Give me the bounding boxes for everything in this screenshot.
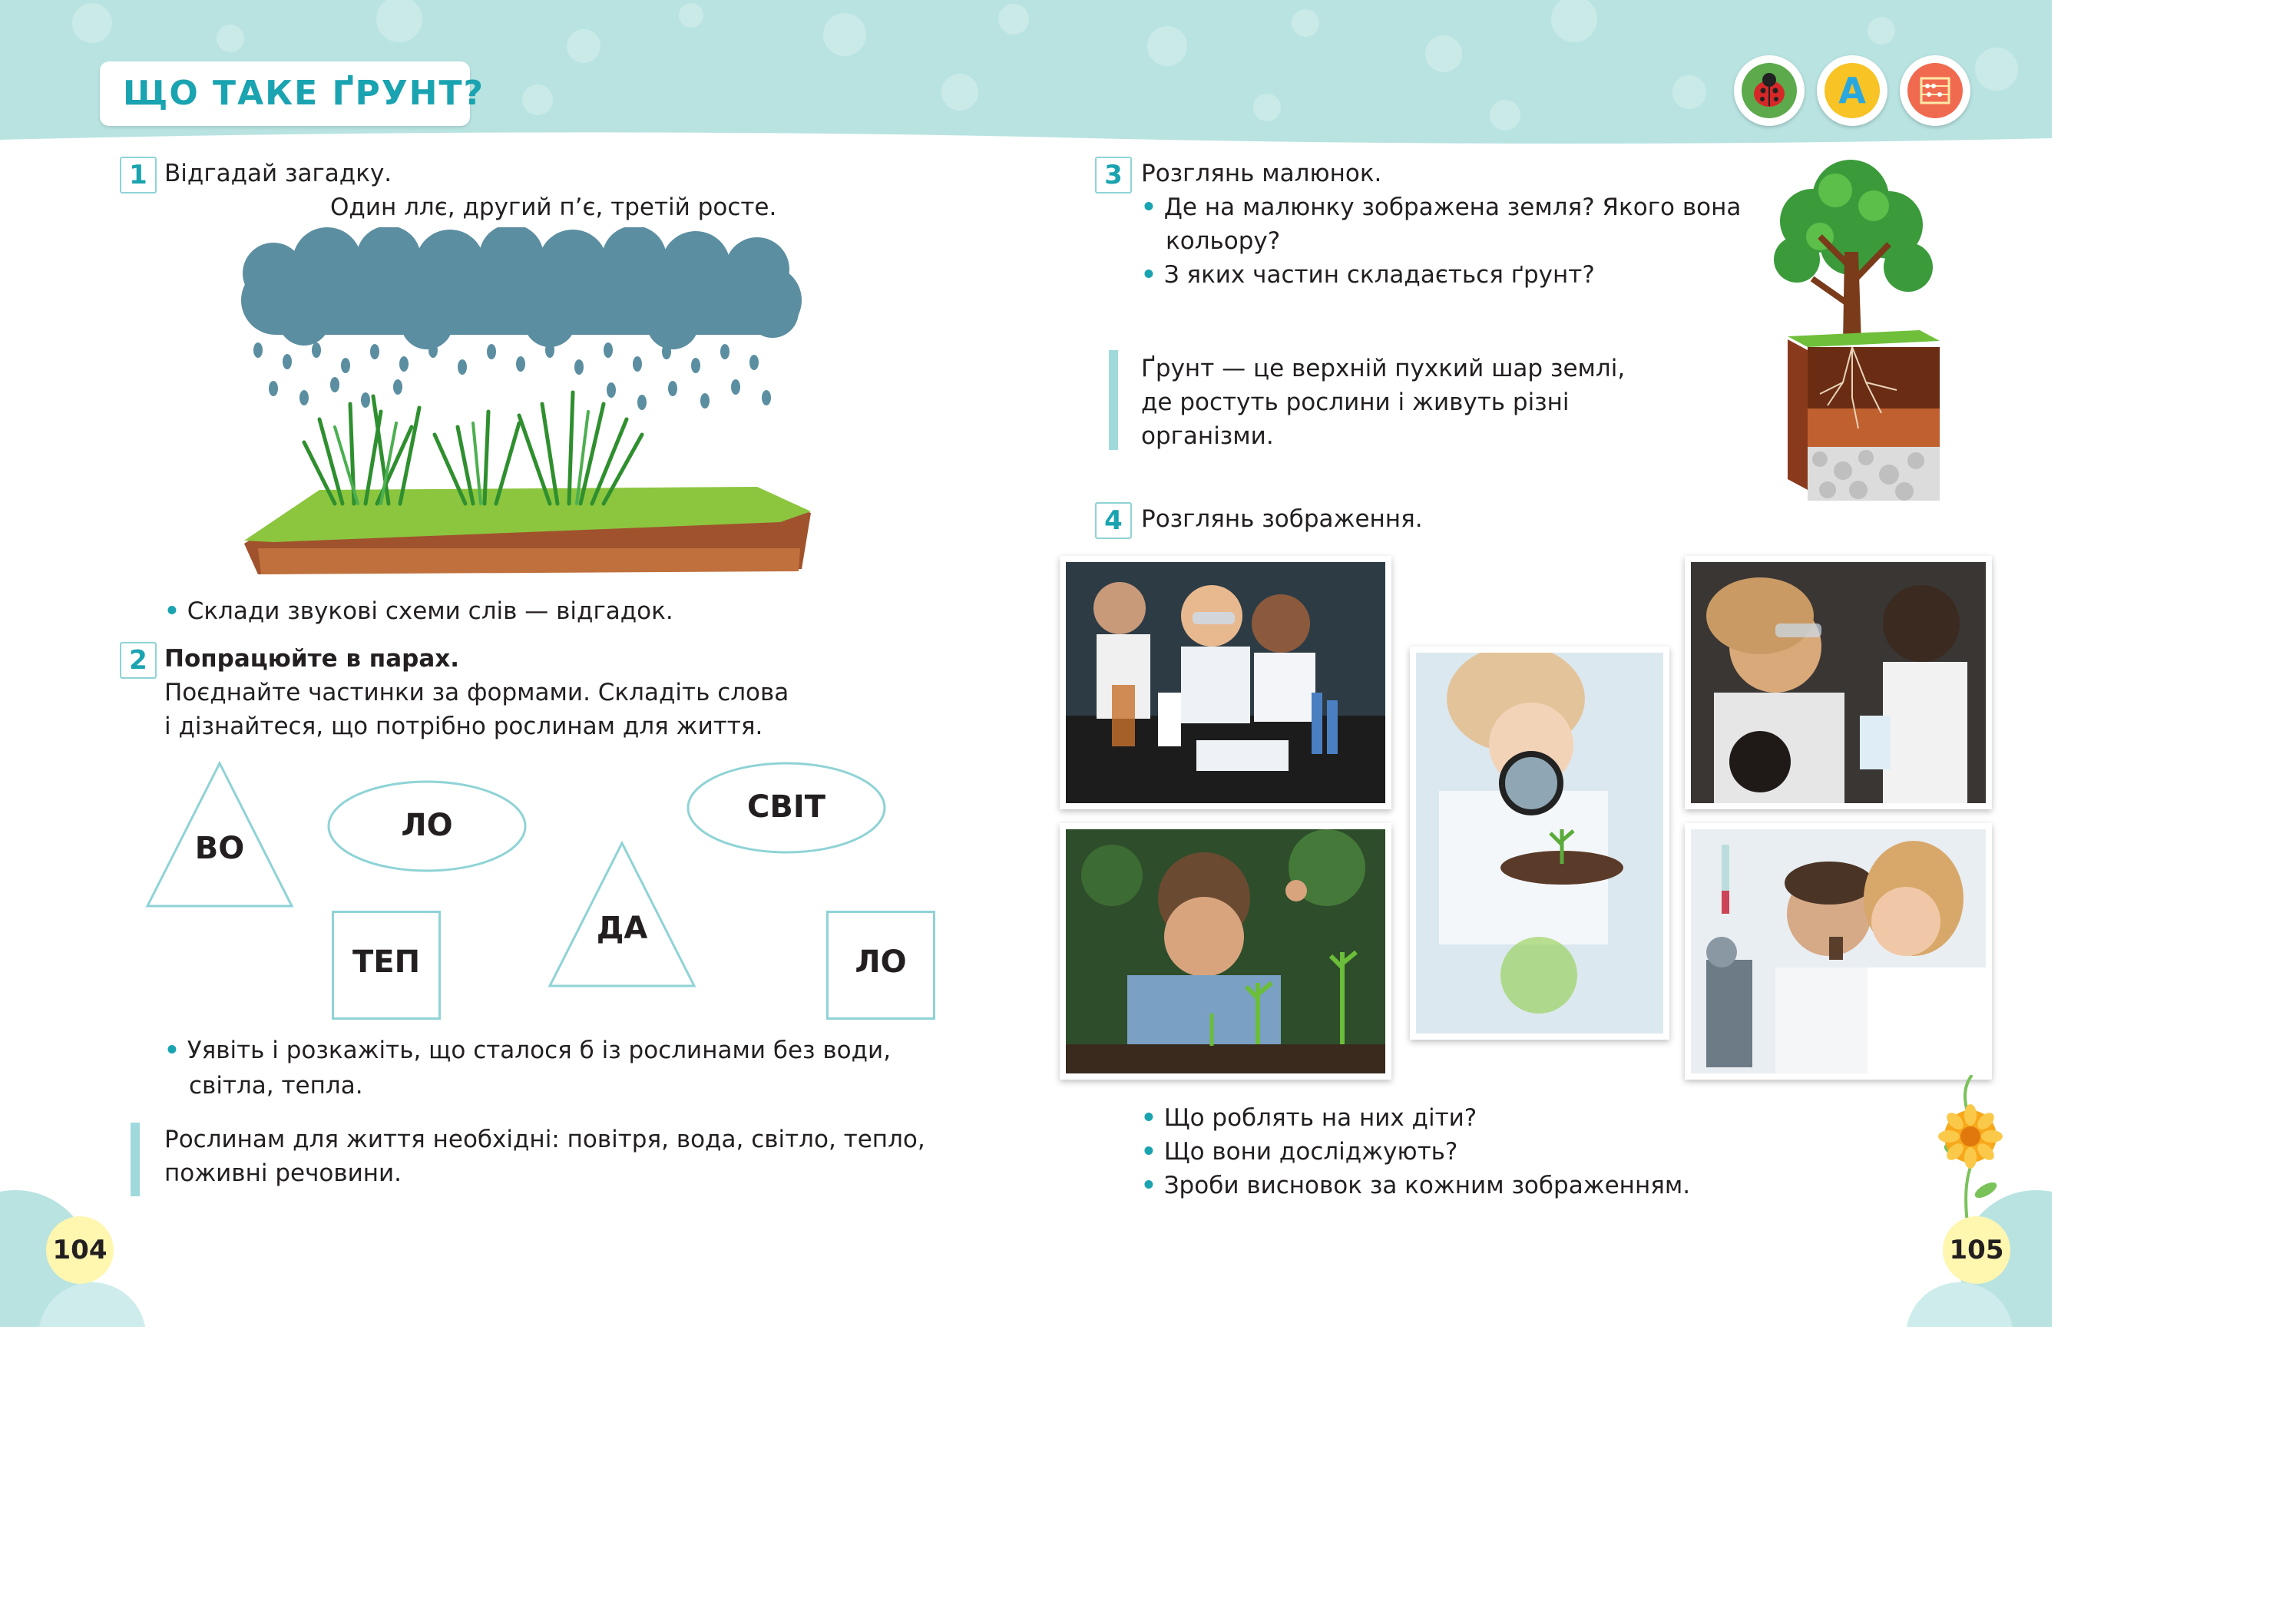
task4-q1-text: Що роблять на них діти? <box>1163 1104 1477 1132</box>
page-title: ЩО ТАКЕ ҐРУНТ? <box>123 74 485 113</box>
photo-boy-seedling <box>1060 823 1391 1080</box>
bullet-icon: • <box>1141 1138 1156 1166</box>
task3-q1 <box>1141 190 1741 224</box>
task2-bullet <box>164 1034 891 1067</box>
definition-line2: де ростуть рослини і живуть різні <box>1141 389 1570 416</box>
shape-label-lo: ЛО <box>401 808 453 843</box>
task3-q2 <box>1141 258 1595 292</box>
rule-line1: Рослинам для життя необхідні: повітря, вода, світло, тепло, <box>164 1126 925 1153</box>
task2-line2: і дізнайтеся, що потрібно рослинам для життя. <box>164 713 763 740</box>
task2-heading: Попрацюйте в парах. <box>164 645 460 673</box>
tree-soil-illustration <box>1766 152 1944 519</box>
bullet-icon: • <box>1141 261 1156 289</box>
task-number-2: 2 <box>120 642 157 679</box>
bullet-icon: • <box>1141 1104 1156 1132</box>
task-number-3: 3 <box>1095 157 1132 193</box>
task3-heading: Розглянь малюнок. <box>1141 160 1382 187</box>
page-number-105: 105 <box>1943 1216 2010 1284</box>
task4-q3-text: Зроби висновок за кожним зображенням. <box>1163 1172 1691 1199</box>
title-box <box>100 61 485 126</box>
photo-scientists <box>1685 823 1992 1080</box>
task-number-1: 1 <box>120 157 157 193</box>
task3-q2-text: З яких частин складається ґрунт? <box>1163 261 1595 289</box>
photo-children-pouring <box>1685 556 1992 809</box>
task1-bullet <box>164 594 673 628</box>
task4-q2 <box>1141 1135 1457 1169</box>
photo-girl-magnifier <box>1410 647 1669 1040</box>
task1-heading: Відгадай загадку. <box>164 160 392 187</box>
task2-line1: Поєднайте частинки за формами. Складіть слова <box>164 679 789 706</box>
task4-q2-text: Що вони досліджують? <box>1163 1138 1458 1166</box>
task3-q1-line2: кольору? <box>1166 227 1281 255</box>
task1-bullet-text: Склади звукові схеми слів — відгадок. <box>187 597 673 625</box>
abacus-icon <box>1900 55 1970 126</box>
rule-line2: поживні речовини. <box>164 1159 402 1187</box>
task2-bullet-line2: світла, тепла. <box>189 1072 363 1100</box>
bullet-icon: • <box>164 1037 180 1064</box>
task4-q1 <box>1141 1101 1477 1135</box>
letter-a-icon <box>1817 55 1887 126</box>
shape-label-lo-2: ЛО <box>855 944 907 980</box>
bullet-icon: • <box>1141 1172 1156 1199</box>
riddle-text: Один ллє, другий п’є, третій росте. <box>330 193 777 221</box>
definition-line3: організми. <box>1141 422 1274 450</box>
shape-label-vo: ВО <box>194 831 245 866</box>
bullet-icon: • <box>164 597 180 625</box>
task4-q3 <box>1141 1169 1690 1202</box>
task-number-4: 4 <box>1095 502 1132 539</box>
rain-grass-illustration <box>227 227 814 582</box>
shape-label-da: ДА <box>596 911 648 946</box>
ladybug-icon <box>1734 55 1805 126</box>
definition-line1: Ґрунт — це верхній пухкий шар землі, <box>1141 355 1626 382</box>
page-number-104: 104 <box>46 1216 114 1284</box>
svg-text:A: A <box>1838 70 1866 111</box>
photo-children-lab <box>1060 556 1391 809</box>
task4-heading: Розглянь зображення. <box>1141 505 1423 533</box>
task2-bullet-line1: Уявіть і розкажіть, що сталося б із рослинами без води, <box>187 1037 892 1064</box>
definition-bar <box>1109 350 1118 450</box>
shape-label-tep: ТЕП <box>352 944 421 980</box>
task3-q1-line1: Де на малюнку зображена земля? Якого вона <box>1163 193 1742 221</box>
shape-label-svit: СВІТ <box>746 789 825 825</box>
bullet-icon: • <box>1141 193 1156 221</box>
